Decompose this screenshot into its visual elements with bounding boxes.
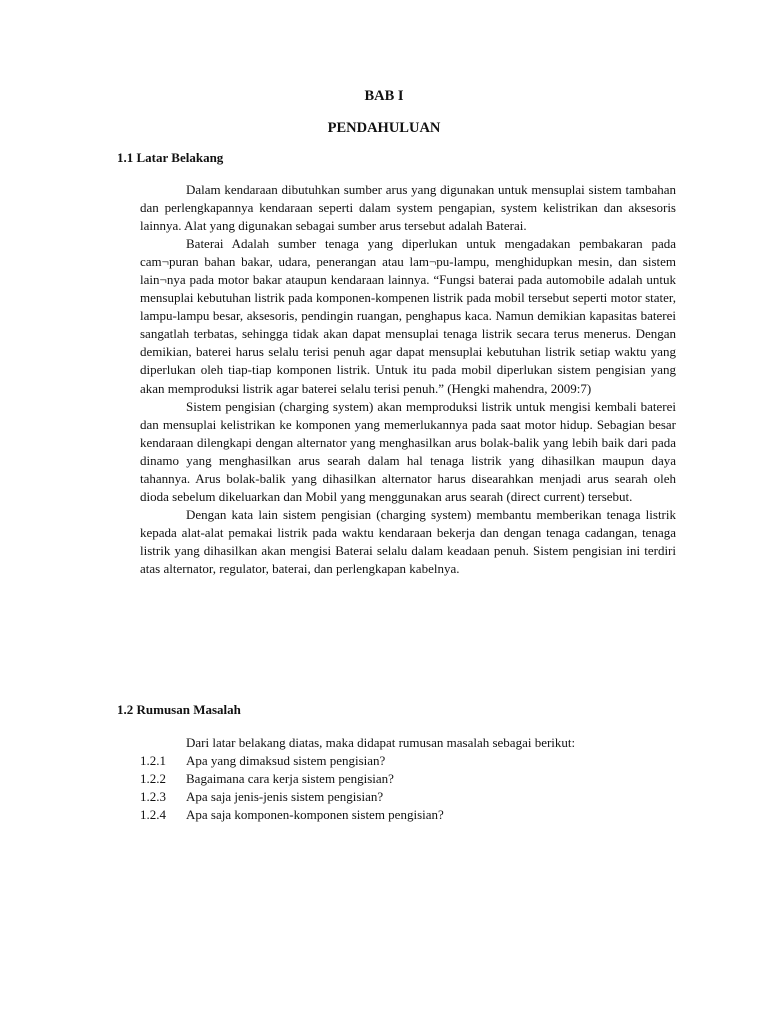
list-item-number: 1.2.2 [140,771,166,787]
list-item-text: Apa yang dimaksud sistem pengisian? [186,753,386,769]
chapter-label: BAB I [364,88,404,104]
list-intro: Dari latar belakang diatas, maka didapat rumusan masalah sebagai berikut: [186,735,576,750]
paragraph: Dengan kata lain sistem pengisian (charging system) membantu memberikan tenaga listrik kepada alat-alat pemakai listrik pada waktu kendaraan bekerja dan dengan tenaga cadangan, tenaga listrik yang dihasilkan akan mengisi Baterai selalu dalam keadaan penuh. Sistem pengisian ini terdiri atas alternator, regulator, baterai, dan perlengkapan kabelnya. [140,506,676,576]
paragraph: Baterai Adalah sumber tenaga yang diperlukan untuk mengadakan pembakaran pada cam¬puran bahan bakar, udara, penerangan atau lam¬pu-lampu, menghidupkan mesin, dan sistem lain¬nya pada motor bakar ataupun kendaraan lainnya. “Fungsi baterai pada automobile adalah untuk mensuplai kebutuhan listrik pada komponen-kompenen listrik pada mobil tersebut seperti motor stater, lampu-lampu besar, aksesoris, pendingin ruangan, penghapus kaca. Namun demikian kapasitas baterei sangatlah terbatas, sehingga tidak akan dapat mensuplai tenaga listrik secara terus menerus. Dengan demikian, baterei harus selalu terisi penuh agar dapat mensuplai kebutuhan listrik setiap waktu yang diperlukan oleh tiap-tiap komponen listrik. Untuk itu pada mobil diperlukan sistem pengisian yang akan memproduksi listrik agar baterei selalu terisi penuh.” (Hengki mahendra, 2009:7) [140,236,676,396]
list-item [140,806,676,824]
section-body-latar-belakang [140,181,676,578]
section-heading-rumusan-masalah: 1.2 Rumusan Masalah [117,702,241,717]
list-item [140,770,676,788]
list-item [140,788,676,806]
list-item [140,752,676,770]
list-item-number: 1.2.1 [140,753,166,769]
list-item-text: Apa saja komponen-komponen sistem pengisian? [186,807,444,823]
section-heading-latar-belakang: 1.1 Latar Belakang [117,150,224,165]
section-body-rumusan-masalah [140,734,676,824]
list-item-text: Bagaimana cara kerja sistem pengisian? [186,771,394,787]
chapter-title: PENDAHULUAN [327,120,441,136]
list-item-text: Apa saja jenis-jenis sistem pengisian? [186,789,384,805]
list-item-number: 1.2.3 [140,789,166,805]
paragraph: Sistem pengisian (charging system) akan memproduksi listrik untuk mengisi kembali baterei dan mensuplai kelistrikan ke komponen yang memerlukannya pada saat motor hidup. Sebagian besar kendaraan dilengkapi dengan alternator yang menghasilkan arus bolak-balik yang lebih baik dari pada dinamo yang menghasilkan arus searah dalam hal tenaga listrik yang dihasilkan maupun daya tahannya. Arus bolak-balik yang dihasilkan alternator harus disearahkan menjadi arus searah oleh dioda sebelum dikeluarkan dan Mobil yang menggunakan arus searah (direct current) tersebut. [140,398,676,504]
list-item-number: 1.2.4 [140,807,166,823]
problem-list [140,752,676,824]
paragraph: Dalam kendaraan dibutuhkan sumber arus yang digunakan untuk mensuplai sistem tambahan dan perlengkapannya kendaraan seperti dalam system pengapian, system kelistrikan dan aksesoris lainnya. Alat yang digunakan sebagai sumber arus tersebut adalah Baterai. [140,182,676,234]
